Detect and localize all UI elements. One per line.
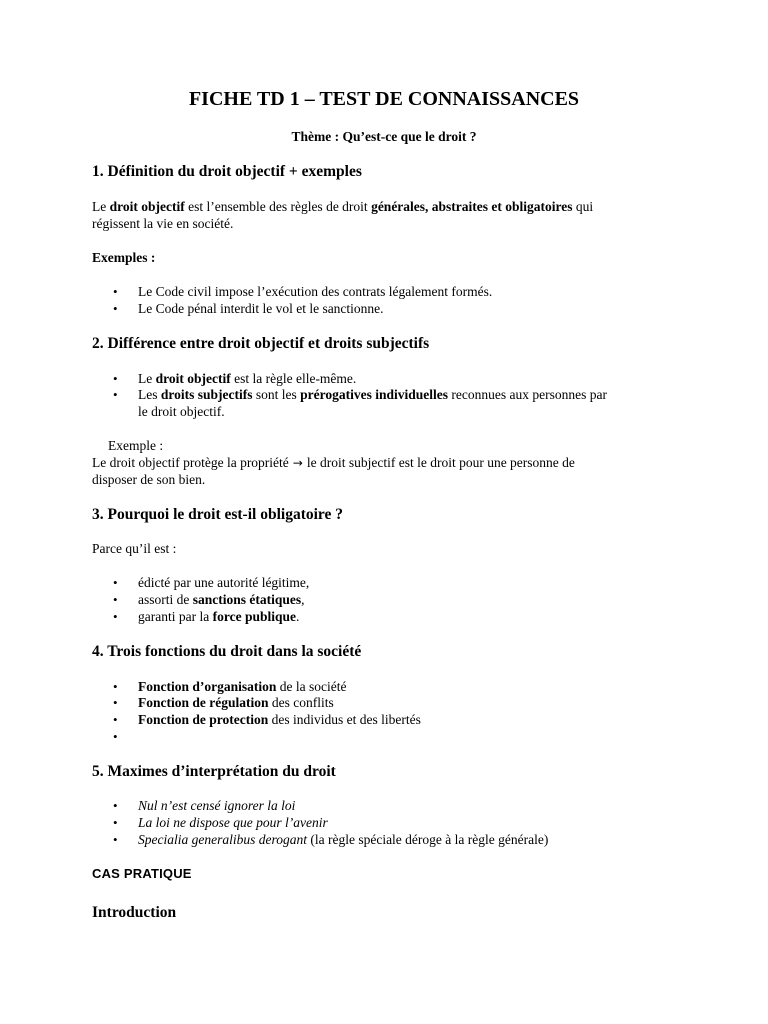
- text-run: assorti de: [138, 592, 193, 607]
- text-run: Le droit objectif protège la propriété: [92, 455, 289, 470]
- list-item: [138, 711, 421, 728]
- text-run: est l’ensemble des règles de droit: [184, 199, 372, 214]
- list-item: [138, 370, 356, 387]
- list-item: [138, 831, 548, 848]
- text-run: Le: [92, 199, 110, 214]
- cas-pratique-heading: CAS PRATIQUE: [92, 866, 192, 881]
- section-1-paragraph-line-1: [92, 198, 593, 215]
- bullet: •: [113, 371, 118, 386]
- bullet: •: [113, 712, 118, 727]
- bold-term: Fonction d’organisation: [138, 679, 277, 694]
- document-theme: Thème : Qu’est-ce que le droit ?: [291, 129, 477, 144]
- list-item: [138, 608, 299, 625]
- section-2-heading: 2. Différence entre droit objectif et droits subjectifs: [92, 335, 430, 352]
- bullet: •: [113, 387, 118, 402]
- bullet: •: [113, 592, 118, 607]
- list-item: La loi ne dispose que pour l’avenir: [138, 815, 328, 830]
- example-label: Exemple :: [108, 438, 164, 453]
- list-item: [138, 591, 305, 608]
- text-run: qui: [572, 199, 594, 214]
- text-run: sont les: [252, 387, 301, 402]
- bullet: •: [113, 832, 118, 847]
- list-item: Le Code civil impose l’exécution des contrats légalement formés.: [138, 284, 493, 299]
- bullet: •: [113, 815, 118, 830]
- bullet: •: [113, 798, 118, 813]
- right-arrow-icon: →: [292, 456, 303, 470]
- bold-term: prérogatives individuelles: [300, 387, 449, 402]
- text-run: des individus et des libertés: [268, 712, 421, 727]
- bold-term: droit objectif: [155, 371, 231, 386]
- text-run: reconnues aux personnes par: [448, 387, 607, 402]
- text-run: le droit subjectif est le droit pour une personne de: [306, 455, 575, 470]
- bullet: •: [113, 679, 118, 694]
- bullet: •: [113, 729, 118, 744]
- section-5-heading: 5. Maximes d’interprétation du droit: [92, 763, 336, 780]
- example-line-2: disposer de son bien.: [92, 472, 206, 487]
- section-1-heading: 1. Définition du droit objectif + exemples: [92, 163, 362, 180]
- section-3-heading: 3. Pourquoi le droit est-il obligatoire ?: [92, 506, 344, 523]
- list-item: édicté par une autorité légitime,: [138, 575, 310, 590]
- bullet: •: [113, 301, 118, 316]
- text-run: .: [295, 609, 300, 624]
- bullet: •: [113, 284, 118, 299]
- list-item-continuation: le droit objectif.: [138, 404, 225, 419]
- list-item: [138, 694, 334, 711]
- text-run: Le: [138, 371, 156, 386]
- section-1-paragraph-line-2: régissent la vie en société.: [92, 216, 234, 231]
- bullet: •: [113, 575, 118, 590]
- bold-term: Fonction de régulation: [138, 695, 269, 710]
- list-item: [138, 386, 607, 403]
- examples-label: Exemples :: [92, 250, 156, 265]
- bold-term: droit objectif: [109, 199, 185, 214]
- bold-term: Fonction de protection: [138, 712, 269, 727]
- italic-term: Specialia generalibus derogant: [138, 832, 307, 847]
- document-title: FICHE TD 1 – TEST DE CONNAISSANCES: [188, 88, 580, 110]
- text-run: est la règle elle-même.: [230, 371, 357, 386]
- list-item: [138, 678, 346, 695]
- text-run: garanti par la: [138, 609, 213, 624]
- bold-term: droits subjectifs: [160, 387, 253, 402]
- list-item: Le Code pénal interdit le vol et le sanctionne.: [138, 301, 384, 316]
- list-item: Nul n’est censé ignorer la loi: [138, 798, 296, 813]
- bold-term: sanctions étatiques: [192, 592, 302, 607]
- section-3-intro: Parce qu’il est :: [92, 541, 177, 556]
- text-run: des conflits: [268, 695, 334, 710]
- bold-term: force publique: [212, 609, 296, 624]
- introduction-heading: Introduction: [92, 904, 177, 921]
- text-run: (la règle spéciale déroge à la règle générale): [306, 832, 549, 847]
- bullet: •: [113, 695, 118, 710]
- text-run: ,: [301, 592, 305, 607]
- example-line-1: [92, 454, 575, 472]
- text-run: Les: [138, 387, 161, 402]
- section-4-heading: 4. Trois fonctions du droit dans la société: [92, 643, 362, 660]
- text-run: de la société: [276, 679, 347, 694]
- bullet: •: [113, 609, 118, 624]
- bold-term: générales, abstraites et obligatoires: [371, 199, 573, 214]
